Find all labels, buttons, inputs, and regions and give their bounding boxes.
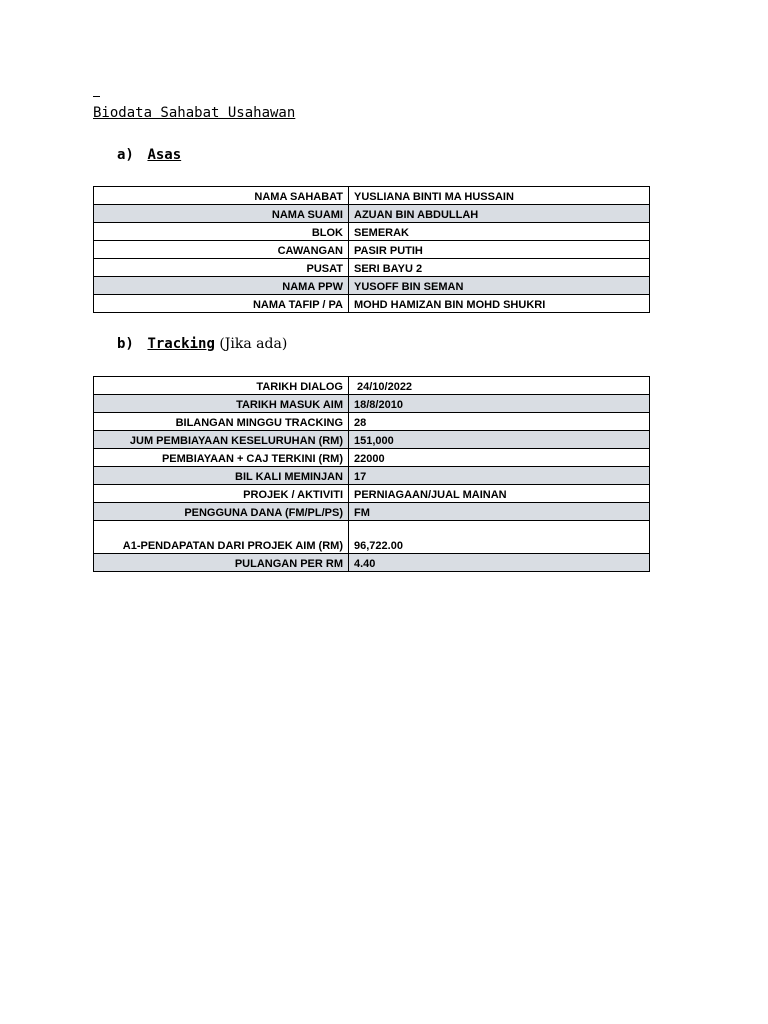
table-row	[94, 554, 650, 572]
table-row	[94, 395, 650, 413]
table-row	[94, 449, 650, 467]
row-value: MOHD HAMIZAN BIN MOHD SHUKRI	[349, 295, 650, 313]
row-key: NAMA PPW	[94, 277, 349, 295]
row-key: PUSAT	[94, 259, 349, 277]
row-value: YUSOFF BIN SEMAN	[349, 277, 650, 295]
row-value: 4.40	[349, 554, 650, 572]
section-b-label: b)	[117, 336, 134, 352]
row-value: 18/8/2010	[349, 395, 650, 413]
row-value: 22000	[349, 449, 650, 467]
row-value: 28	[349, 413, 650, 431]
table-row	[94, 187, 650, 205]
row-key: NAMA TAFIP / PA	[94, 295, 349, 313]
table-row	[94, 241, 650, 259]
row-key: BLOK	[94, 223, 349, 241]
section-a-label: a)	[117, 147, 134, 163]
section-b-note: (Jika ada)	[214, 336, 288, 352]
row-key: BIL KALI MEMINJAN	[94, 467, 349, 485]
table-row	[94, 223, 650, 241]
row-key: PENGGUNA DANA (FM/PL/PS)	[94, 503, 349, 521]
row-value: PASIR PUTIH	[349, 241, 650, 259]
row-value: 151,000	[349, 431, 650, 449]
table-row	[94, 205, 650, 223]
table-row	[94, 467, 650, 485]
row-key: JUM PEMBIAYAAN KESELURUHAN (RM)	[94, 431, 349, 449]
row-value: PERNIAGAAN/JUAL MAINAN	[349, 485, 650, 503]
table-row	[94, 295, 650, 313]
asas-table	[93, 186, 650, 313]
row-value: SERI BAYU 2	[349, 259, 650, 277]
row-key: PROJEK / AKTIVITI	[94, 485, 349, 503]
row-key: BILANGAN MINGGU TRACKING	[94, 413, 349, 431]
section-a-heading	[117, 147, 181, 163]
underscore-mark	[93, 96, 100, 97]
row-key: PEMBIAYAAN + CAJ TERKINI (RM)	[94, 449, 349, 467]
document-title: Biodata Sahabat Usahawan	[93, 105, 296, 121]
table-row	[94, 413, 650, 431]
row-value: SEMERAK	[349, 223, 650, 241]
row-key: CAWANGAN	[94, 241, 349, 259]
row-value: FM	[349, 503, 650, 521]
table-row	[94, 521, 650, 554]
section-a-name: Asas	[147, 147, 182, 163]
table-row	[94, 431, 650, 449]
table-row	[94, 503, 650, 521]
table-row	[94, 259, 650, 277]
row-value: 17	[349, 467, 650, 485]
row-key: NAMA SUAMI	[94, 205, 349, 223]
table-row	[94, 277, 650, 295]
row-value: 24/10/2022	[349, 377, 650, 395]
section-b-heading	[117, 336, 287, 352]
row-key: PULANGAN PER RM	[94, 554, 349, 572]
section-b-name: Tracking	[147, 336, 215, 352]
table-row	[94, 377, 650, 395]
row-value: 96,722.00	[349, 521, 650, 554]
tracking-table	[93, 376, 650, 572]
row-key: TARIKH DIALOG	[94, 377, 349, 395]
row-value: YUSLIANA BINTI MA HUSSAIN	[349, 187, 650, 205]
row-value: AZUAN BIN ABDULLAH	[349, 205, 650, 223]
row-key: TARIKH MASUK AIM	[94, 395, 349, 413]
row-key: A1-PENDAPATAN DARI PROJEK AIM (RM)	[94, 521, 349, 554]
table-row	[94, 485, 650, 503]
row-key: NAMA SAHABAT	[94, 187, 349, 205]
